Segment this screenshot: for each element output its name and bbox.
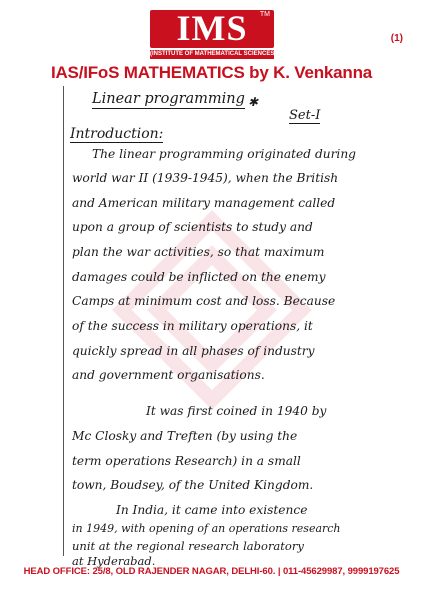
footer-address: HEAD OFFICE: 25/8, OLD RAJENDER NAGAR, DELHI-60. | 011-45629987, 9999197625	[23, 566, 400, 577]
logo-text: IMS	[176, 8, 248, 48]
notes-line: at Hyderabad.	[72, 554, 156, 568]
notes-line: of the success in military operations, it	[72, 319, 313, 333]
heading-star: ✱	[248, 95, 259, 109]
margin-rule	[63, 86, 64, 556]
logo-subtitle-band	[150, 50, 277, 59]
notes-line: and government organisations.	[72, 368, 265, 382]
notes-line: quickly spread in all phases of industry	[72, 344, 315, 358]
notes-line: world war II (1939-1945), when the British	[72, 171, 339, 185]
notes-line: town, Boudsey, of the United Kingdom.	[72, 478, 314, 492]
notes-line: in 1949, with opening of an operations research	[72, 522, 341, 535]
notes-line: Camps at minimum cost and loss. Because	[72, 294, 336, 308]
notes-line: The linear programming originated during	[92, 147, 356, 161]
page-title: IAS/IFoS MATHEMATICS by K. Venkanna	[50, 63, 373, 82]
logo-subtitle: (INSTITUTE OF MATHEMATICAL SCIENCES)	[150, 51, 277, 57]
logo-trademark: TM	[259, 11, 270, 18]
notes-line: In India, it came into existence	[116, 503, 308, 517]
ims-logo	[150, 10, 274, 48]
notes-line: plan the war activities, so that maximum	[72, 245, 325, 259]
notes-line: It was first coined in 1940 by	[146, 404, 327, 418]
notes-line: term operations Research) in a small	[72, 454, 301, 468]
set-label: Set-I	[289, 108, 321, 123]
notes-line: unit at the regional research laboratory	[72, 539, 304, 553]
notes-heading: Linear programming	[92, 91, 245, 107]
page-number: (1)	[390, 33, 403, 44]
notes-line: Mc Closky and Treften (by using the	[72, 429, 298, 443]
notes-line: and American military management called	[72, 196, 336, 210]
notes-line: damages could be inflicted on the enemy	[72, 270, 326, 284]
section-title: Introduction:	[70, 126, 164, 142]
notes-line: upon a group of scientists to study and	[72, 220, 313, 234]
